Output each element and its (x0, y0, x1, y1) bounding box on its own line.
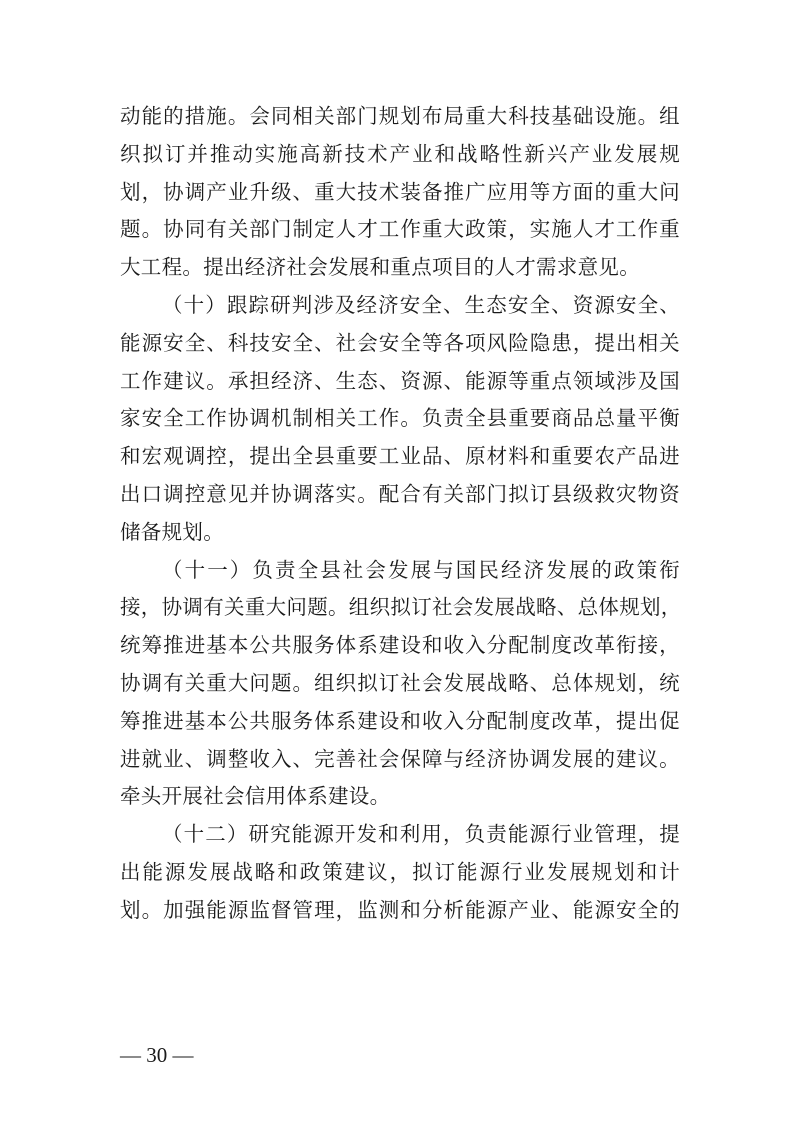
text-line: 接，协调有关重大问题。组织拟订社会发展战略、总体规划， (120, 595, 682, 620)
text-line: 划，协调产业升级、重大技术装备推广应用等方面的重大问 (120, 179, 680, 204)
text-line: （十一）负责全县社会发展与国民经济发展的政策衔 (162, 557, 680, 582)
body-text (120, 98, 680, 930)
text-line: （十二）研究能源开发和利用，负责能源行业管理，提 (162, 822, 680, 847)
paragraph-continued (120, 98, 680, 287)
text-line: 储备规划。 (120, 519, 224, 544)
paragraph-item-12 (120, 816, 680, 929)
paragraph-item-10 (120, 287, 680, 552)
text-line: 筹推进基本公共服务体系建设和收入分配制度改革，提出促 (120, 708, 680, 733)
text-line: 大工程。提出经济社会发展和重点项目的人才需求意见。 (120, 255, 640, 280)
text-line: 划。加强能源监督管理，监测和分析能源产业、能源安全的 (120, 897, 680, 922)
text-line: 牵头开展社会信用体系建设。 (120, 784, 391, 809)
text-line: 出口调控意见并协调落实。配合有关部门拟订县级救灾物资 (120, 481, 680, 506)
page-number: — 30 — (120, 1043, 194, 1067)
text-line: 和宏观调控，提出全县重要工业品、原材料和重要农产品进 (120, 444, 680, 469)
text-line: 出能源发展战略和政策建议，拟订能源行业发展规划和计 (120, 859, 680, 884)
text-line: 题。协同有关部门制定人才工作重大政策，实施人才工作重 (120, 217, 680, 242)
text-line: 织拟订并推动实施高新技术产业和战略性新兴产业发展规 (120, 141, 680, 166)
text-line: 统筹推进基本公共服务体系建设和收入分配制度改革衔接， (120, 633, 680, 658)
text-line: 协调有关重大问题。组织拟订社会发展战略、总体规划，统 (120, 670, 680, 695)
text-line: 进就业、调整收入、完善社会保障与经济协调发展的建议。 (120, 746, 680, 771)
text-line: 动能的措施。会同相关部门规划布局重大科技基础设施。组 (120, 104, 680, 128)
text-line: 家安全工作协调机制相关工作。负责全县重要商品总量平衡 (120, 406, 680, 431)
paragraph-item-11 (120, 552, 680, 817)
text-line: 工作建议。承担经济、生态、资源、能源等重点领域涉及国 (120, 368, 680, 393)
text-line: （十）跟踪研判涉及经济安全、生态安全、资源安全、 (162, 292, 680, 317)
text-line: 能源安全、科技安全、社会安全等各项风险隐患，提出相关 (120, 330, 680, 355)
